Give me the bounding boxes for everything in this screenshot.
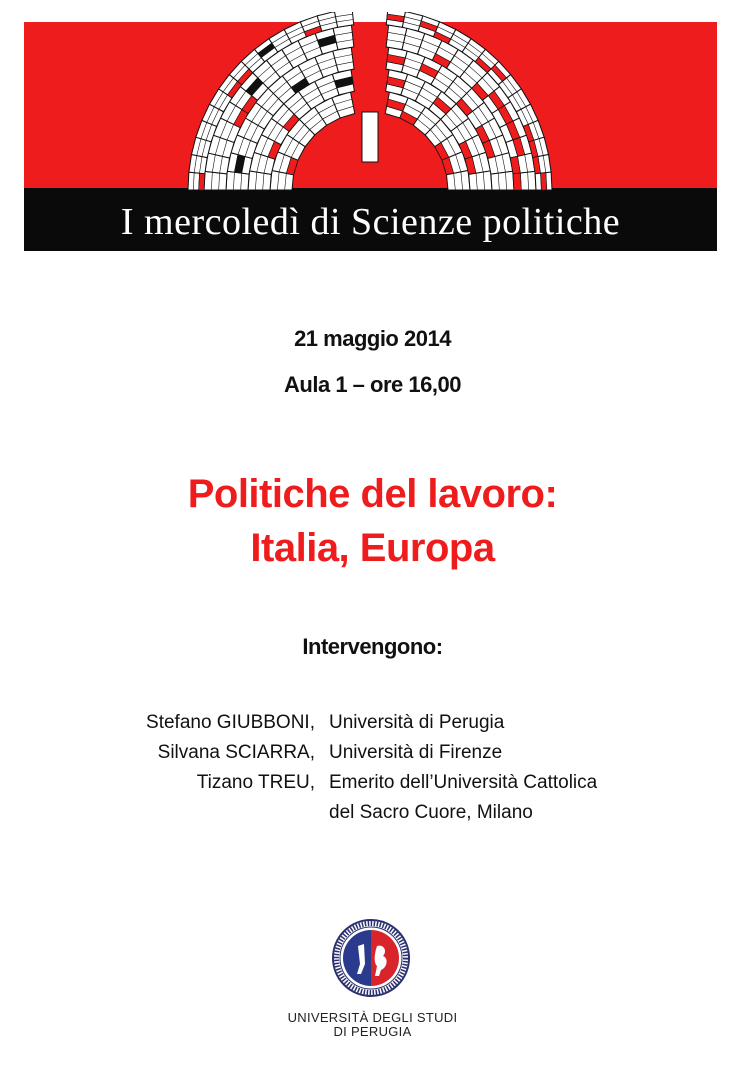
university-name-line2: DI PERUGIA (333, 1024, 412, 1039)
speaker-name: Stefano GIUBBONI, (146, 712, 315, 733)
event-venue: Aula 1 – ore 16,00 (284, 372, 461, 397)
speaker-affiliation: Emerito dell’Università Cattolica (329, 772, 598, 793)
speaker-name: Tizano TREU, (196, 772, 315, 793)
parliament-arch-logo (24, 12, 717, 202)
speaker-row (0, 708, 745, 738)
speaker-affiliation: Università di Firenze (329, 742, 503, 763)
speaker-row (0, 738, 745, 768)
speaker-affiliation: Università di Perugia (329, 712, 505, 733)
speaker-row (0, 768, 745, 798)
event-title-line1: Politiche del lavoro: (187, 472, 558, 516)
speakers-list (0, 708, 745, 828)
event-title-line2: Italia, Europa (250, 526, 495, 570)
university-seal-icon (331, 918, 411, 998)
event-date: 21 maggio 2014 (294, 326, 451, 351)
banner-title: I mercoledì di Scienze politiche (120, 201, 621, 243)
header-banner (24, 12, 717, 251)
speaker-row (0, 798, 745, 828)
speaker-affiliation: del Sacro Cuore, Milano (329, 802, 533, 823)
speakers-heading: Intervengono: (302, 634, 443, 659)
speaker-name: Silvana SCIARRA, (157, 742, 315, 763)
university-name-line1: UNIVERSITÀ DEGLI STUDI (287, 1010, 458, 1025)
